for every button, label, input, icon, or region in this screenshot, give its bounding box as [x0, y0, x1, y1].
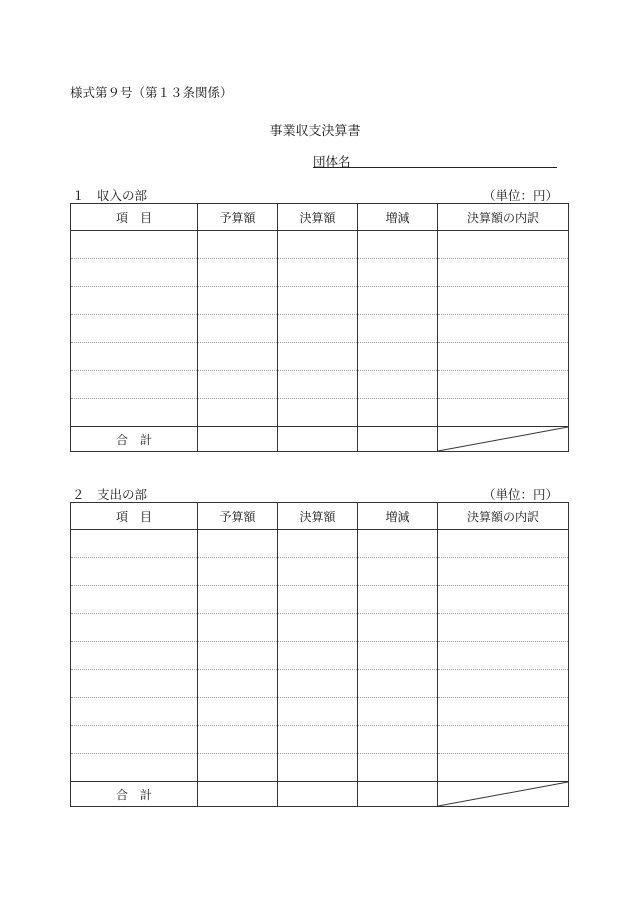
column-header-difference: 増減 [358, 503, 438, 530]
total-row [71, 427, 569, 452]
item-cell[interactable] [71, 530, 198, 558]
budget-cell[interactable] [198, 586, 278, 614]
item-cell[interactable] [71, 287, 198, 315]
item-cell[interactable] [71, 231, 198, 259]
income-header-row [71, 204, 569, 231]
column-header-breakdown: 決算額の内訳 [438, 204, 569, 231]
breakdown-cell[interactable] [438, 259, 569, 287]
budget-cell[interactable] [198, 726, 278, 754]
settlement-cell[interactable] [278, 558, 358, 586]
settlement-cell[interactable] [278, 586, 358, 614]
income-section-title: １ 収入の部 [72, 188, 148, 203]
settlement-cell[interactable] [278, 287, 358, 315]
column-header-difference: 増減 [358, 204, 438, 231]
item-cell[interactable] [71, 586, 198, 614]
settlement-cell[interactable] [278, 670, 358, 698]
breakdown-cell[interactable] [438, 343, 569, 371]
expense-header-row [71, 503, 569, 530]
budget-cell[interactable] [198, 558, 278, 586]
table-row [71, 315, 569, 343]
difference-cell[interactable] [358, 558, 438, 586]
item-cell[interactable] [71, 399, 198, 427]
item-cell[interactable] [71, 698, 198, 726]
difference-cell[interactable] [358, 670, 438, 698]
column-header-breakdown: 決算額の内訳 [438, 503, 569, 530]
total-breakdown-slash-cell [438, 782, 569, 807]
breakdown-cell[interactable] [438, 614, 569, 642]
budget-cell[interactable] [198, 259, 278, 287]
total-difference-cell[interactable] [358, 782, 438, 807]
column-header-settlement: 決算額 [278, 204, 358, 231]
table-row [71, 371, 569, 399]
total-label: 合 計 [71, 427, 198, 452]
breakdown-cell[interactable] [438, 530, 569, 558]
settlement-cell[interactable] [278, 614, 358, 642]
total-settlement-cell[interactable] [278, 427, 358, 452]
budget-cell[interactable] [198, 530, 278, 558]
difference-cell[interactable] [358, 698, 438, 726]
breakdown-cell[interactable] [438, 399, 569, 427]
table-row [71, 698, 569, 726]
expense-table [70, 502, 569, 807]
difference-cell[interactable] [358, 287, 438, 315]
breakdown-cell[interactable] [438, 698, 569, 726]
budget-cell[interactable] [198, 614, 278, 642]
difference-cell[interactable] [358, 530, 438, 558]
breakdown-cell[interactable] [438, 315, 569, 343]
table-row [71, 670, 569, 698]
budget-cell[interactable] [198, 343, 278, 371]
table-row [71, 754, 569, 782]
settlement-cell[interactable] [278, 754, 358, 782]
breakdown-cell[interactable] [438, 287, 569, 315]
budget-cell[interactable] [198, 231, 278, 259]
item-cell[interactable] [71, 614, 198, 642]
settlement-cell[interactable] [278, 371, 358, 399]
breakdown-cell[interactable] [438, 231, 569, 259]
item-cell[interactable] [71, 315, 198, 343]
budget-cell[interactable] [198, 399, 278, 427]
total-label: 合 計 [71, 782, 198, 807]
settlement-cell[interactable] [278, 698, 358, 726]
item-cell[interactable] [71, 642, 198, 670]
settlement-cell[interactable] [278, 343, 358, 371]
column-header-item: 項 目 [71, 204, 198, 231]
breakdown-cell[interactable] [438, 586, 569, 614]
settlement-cell[interactable] [278, 315, 358, 343]
total-budget-cell[interactable] [198, 427, 278, 452]
settlement-cell[interactable] [278, 726, 358, 754]
difference-cell[interactable] [358, 343, 438, 371]
item-cell[interactable] [71, 343, 198, 371]
table-row [71, 399, 569, 427]
income-table-body [71, 231, 569, 452]
table-row [71, 726, 569, 754]
expense-unit-label: （単位：円） [483, 487, 559, 502]
item-cell[interactable] [71, 259, 198, 287]
item-cell[interactable] [71, 558, 198, 586]
table-row [71, 259, 569, 287]
organization-label: 団体名 [313, 154, 351, 169]
document-title: 事業収支決算書 [269, 124, 361, 139]
table-row [71, 558, 569, 586]
budget-cell[interactable] [198, 642, 278, 670]
settlement-cell[interactable] [278, 259, 358, 287]
settlement-cell[interactable] [278, 231, 358, 259]
form-number: 様式第９号（第１３条関係） [70, 85, 233, 100]
settlement-cell[interactable] [278, 530, 358, 558]
breakdown-cell[interactable] [438, 371, 569, 399]
budget-cell[interactable] [198, 754, 278, 782]
difference-cell[interactable] [358, 586, 438, 614]
difference-cell[interactable] [358, 642, 438, 670]
difference-cell[interactable] [358, 315, 438, 343]
total-settlement-cell[interactable] [278, 782, 358, 807]
table-row [71, 231, 569, 259]
item-cell[interactable] [71, 754, 198, 782]
difference-cell[interactable] [358, 231, 438, 259]
breakdown-cell[interactable] [438, 642, 569, 670]
income-table [70, 203, 569, 452]
total-difference-cell[interactable] [358, 427, 438, 452]
difference-cell[interactable] [358, 754, 438, 782]
column-header-budget: 予算額 [198, 204, 278, 231]
column-header-budget: 予算額 [198, 503, 278, 530]
column-header-item: 項 目 [71, 503, 198, 530]
difference-cell[interactable] [358, 399, 438, 427]
breakdown-cell[interactable] [438, 558, 569, 586]
diagonal-slash [438, 782, 568, 806]
organization-name-field[interactable] [313, 167, 557, 168]
expense-table-body [71, 530, 569, 807]
item-cell[interactable] [71, 371, 198, 399]
item-cell[interactable] [71, 726, 198, 754]
budget-cell[interactable] [198, 315, 278, 343]
settlement-cell[interactable] [278, 399, 358, 427]
difference-cell[interactable] [358, 259, 438, 287]
diagonal-slash [438, 427, 568, 451]
breakdown-cell[interactable] [438, 754, 569, 782]
column-header-settlement: 決算額 [278, 503, 358, 530]
total-budget-cell[interactable] [198, 782, 278, 807]
total-row [71, 782, 569, 807]
table-row [71, 586, 569, 614]
table-row [71, 287, 569, 315]
budget-cell[interactable] [198, 670, 278, 698]
table-row [71, 614, 569, 642]
breakdown-cell[interactable] [438, 726, 569, 754]
settlement-cell[interactable] [278, 642, 358, 670]
table-row [71, 530, 569, 558]
budget-cell[interactable] [198, 287, 278, 315]
difference-cell[interactable] [358, 726, 438, 754]
budget-cell[interactable] [198, 371, 278, 399]
expense-section-title: ２ 支出の部 [72, 487, 148, 502]
item-cell[interactable] [71, 670, 198, 698]
income-unit-label: （単位：円） [483, 188, 559, 203]
table-row [71, 343, 569, 371]
difference-cell[interactable] [358, 371, 438, 399]
difference-cell[interactable] [358, 614, 438, 642]
budget-cell[interactable] [198, 698, 278, 726]
total-breakdown-slash-cell [438, 427, 569, 452]
table-row [71, 642, 569, 670]
breakdown-cell[interactable] [438, 670, 569, 698]
